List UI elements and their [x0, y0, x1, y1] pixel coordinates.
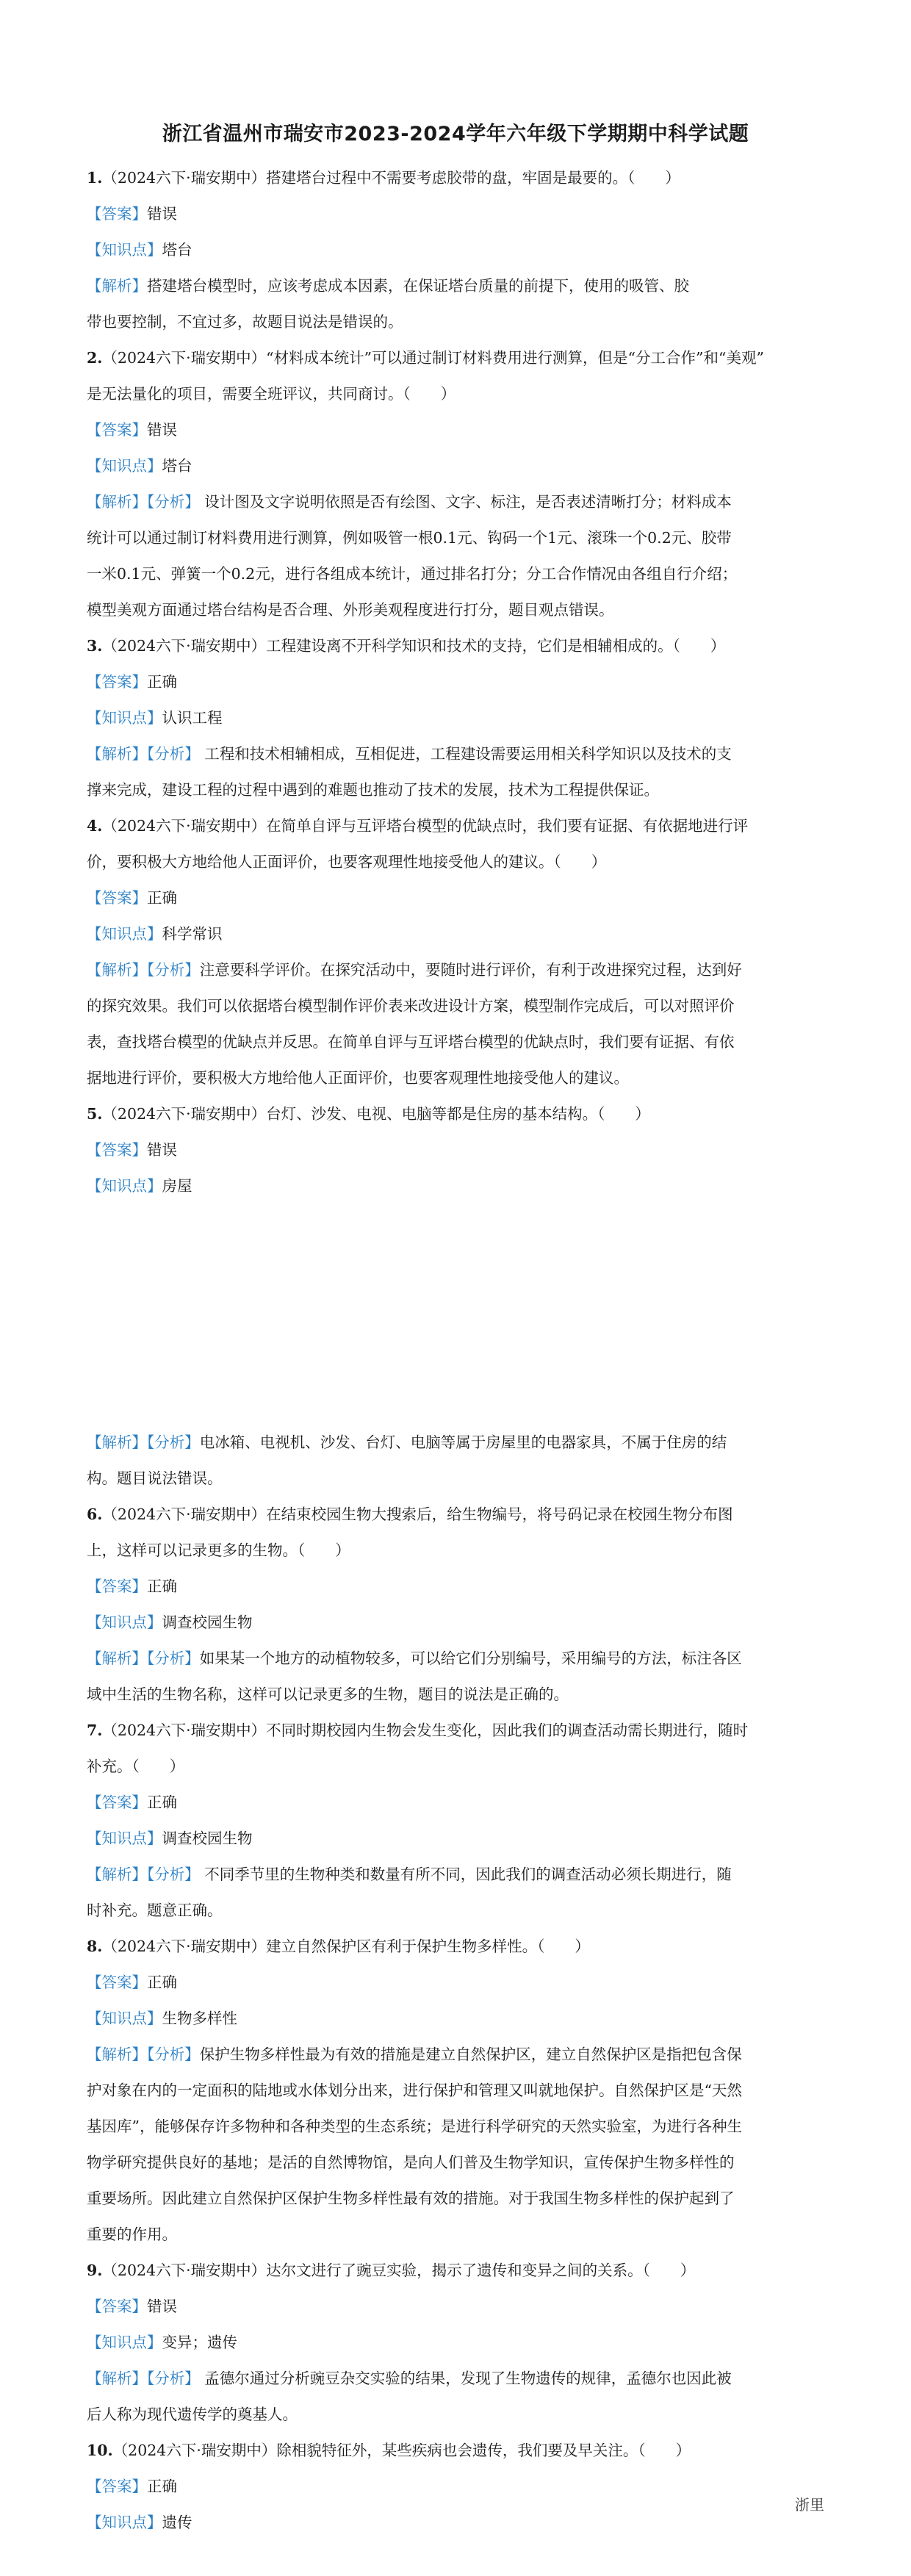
- question-stem-line: [87, 1096, 829, 1132]
- question-stem-text: （2024六下·瑞安期中）“材料成本统计”可以通过制订材料费用进行测算，但是“分工合作”和“美观”: [102, 349, 764, 367]
- knowledge-value: 调查校园生物: [162, 1830, 253, 1847]
- analysis-line: [87, 1641, 829, 1677]
- question-stem-text: （2024六下·瑞安期中）达尔文进行了豌豆实验，揭示了遗传和变异之间的关系。（ ）: [102, 2262, 696, 2279]
- analysis-line: [87, 1425, 829, 1461]
- analysis-line: [87, 2073, 829, 2109]
- question-stem-text: （2024六下·瑞安期中）工程建设离不开科学知识和技术的支持，它们是相辅相成的。（ ）: [102, 637, 726, 655]
- question-stem-line: [87, 1929, 829, 1965]
- question-number: 8.: [87, 1938, 103, 1955]
- question-number: 5.: [87, 1105, 103, 1123]
- analysis-line: [87, 484, 829, 520]
- knowledge-tag: 【知识点】: [87, 1177, 162, 1195]
- answer-line: [87, 2289, 829, 2325]
- question-block: [87, 340, 829, 628]
- question-stem-line: [87, 844, 829, 880]
- analysis-line: [87, 736, 829, 772]
- blank-gap: [87, 1204, 829, 1425]
- answer-line: [87, 1785, 829, 1821]
- question-stem-text: 上，这样可以记录更多的生物。（ ）: [87, 1541, 350, 1559]
- analysis-text: 重要场所。因此建立自然保护区保护生物多样性最有效的措施。对于我国生物多样性的保护起到了: [87, 2190, 735, 2207]
- knowledge-value: 科学常识: [162, 925, 223, 943]
- question-stem-line: [87, 1497, 829, 1533]
- knowledge-tag: 【知识点】: [87, 925, 162, 943]
- answer-line: [87, 2469, 829, 2505]
- answer-tag: 【答案】: [87, 889, 147, 907]
- question-number: 4.: [87, 817, 103, 835]
- answer-tag: 【答案】: [87, 205, 147, 223]
- analysis-text: 据地进行评价，要积极大方地给他人正面评价，也要客观理性地接受他人的建议。: [87, 1069, 629, 1087]
- knowledge-value: 变异；遗传: [162, 2334, 237, 2351]
- footer-watermark: 浙里: [795, 2496, 824, 2514]
- analysis-text: 表，查找塔台模型的优缺点并反思。在简单自评与互评塔台模型的优缺点时，我们要有证据、有依: [87, 1033, 735, 1051]
- analysis-text: 孟德尔通过分析豌豆杂交实验的结果，发现了生物遗传的规律，孟德尔也因此被: [199, 2370, 732, 2387]
- answer-value: 正确: [147, 1577, 177, 1595]
- analysis-line: [87, 2217, 829, 2253]
- analysis-text: 工程和技术相辅相成，互相促进，工程建设需要运用相关科学知识以及技术的支: [199, 745, 732, 763]
- analysis-line: [87, 1461, 829, 1497]
- analysis-text: 保护生物多样性最为有效的措施是建立自然保护区，建立自然保护区是指把包含保: [199, 2046, 742, 2063]
- answer-value: 正确: [147, 1794, 177, 1811]
- question-block: [87, 628, 829, 808]
- knowledge-line: [87, 1605, 829, 1641]
- question-number: 9.: [87, 2262, 103, 2279]
- analysis-line: [87, 988, 829, 1024]
- question-block: [87, 1497, 829, 1713]
- question-stem-line: [87, 340, 829, 376]
- answer-line: [87, 1569, 829, 1605]
- fenxi-tag: 【分析】: [147, 1866, 200, 1883]
- analysis-line: [87, 2181, 829, 2217]
- answer-value: 错误: [147, 205, 177, 223]
- fenxi-tag: 【分析】: [147, 493, 200, 511]
- fenxi-tag: 【分析】: [147, 2370, 200, 2387]
- analysis-line: [87, 2109, 829, 2145]
- knowledge-line: [87, 232, 829, 268]
- question-stem-text: （2024六下·瑞安期中）搭建塔台过程中不需要考虑胶带的盘，牢固是最要的。（ ）: [102, 169, 680, 187]
- knowledge-line: [87, 2325, 829, 2361]
- question-block: [87, 1929, 829, 2253]
- analysis-tag: 【解析】: [87, 961, 147, 979]
- answer-value: 错误: [147, 421, 177, 439]
- answer-tag: 【答案】: [87, 421, 147, 439]
- analysis-line: [87, 268, 829, 304]
- question-stem-line: [87, 628, 829, 664]
- answer-value: 正确: [147, 673, 177, 691]
- analysis-tag: 【解析】: [87, 277, 147, 295]
- answer-value: 正确: [147, 1974, 177, 1991]
- question-stem-text: 价，要积极大方地给他人正面评价，也要客观理性地接受他人的建议。（ ）: [87, 853, 607, 871]
- analysis-line: [87, 952, 829, 988]
- analysis-text: 基因库”，能够保存许多物种和各种类型的生态系统；是进行科学研究的天然实验室，为进行各种生: [87, 2118, 742, 2135]
- analysis-text: 模型美观方面通过塔台结构是否合理、外形美观程度进行打分，题目观点错误。: [87, 601, 614, 619]
- question-stem-text: 补充。（ ）: [87, 1757, 185, 1775]
- analysis-text: 注意要科学评价。在探究活动中，要随时进行评价，有利于改进探究过程，达到好: [199, 961, 742, 979]
- analysis-line: [87, 2037, 829, 2073]
- answer-value: 错误: [147, 1141, 177, 1159]
- question-stem-line: [87, 2433, 829, 2469]
- knowledge-tag: 【知识点】: [87, 241, 162, 259]
- answer-tag: 【答案】: [87, 1974, 147, 1991]
- analysis-text: 的探究效果。我们可以依据塔台模型制作评价表来改进设计方案，模型制作完成后，可以对照评价: [87, 997, 735, 1015]
- answer-value: 错误: [147, 2298, 177, 2315]
- analysis-tag: 【解析】: [87, 2046, 147, 2063]
- question-stem-line: [87, 808, 829, 844]
- knowledge-line: [87, 1821, 829, 1857]
- answer-value: 正确: [147, 2478, 177, 2495]
- analysis-line: [87, 2397, 829, 2433]
- analysis-line: [87, 772, 829, 808]
- analysis-text: 域中生活的生物名称，这样可以记录更多的生物，题目的说法是正确的。: [87, 1685, 569, 1703]
- question-stem-line: [87, 376, 829, 412]
- knowledge-tag: 【知识点】: [87, 2514, 162, 2531]
- answer-line: [87, 1965, 829, 2001]
- question-number: 7.: [87, 1721, 103, 1739]
- analysis-text: 时补充。题意正确。: [87, 1902, 223, 1919]
- knowledge-value: 调查校园生物: [162, 1613, 253, 1631]
- fenxi-tag: 【分析】: [147, 1649, 200, 1667]
- analysis-line: [87, 1893, 829, 1929]
- analysis-text: 构。题目说法错误。: [87, 1469, 223, 1487]
- answer-tag: 【答案】: [87, 1141, 147, 1159]
- knowledge-tag: 【知识点】: [87, 457, 162, 475]
- knowledge-value: 认识工程: [162, 709, 223, 727]
- analysis-tag: 【解析】: [87, 1866, 147, 1883]
- analysis-text: 一米0.1元、弹簧一个0.2元，进行各组成本统计，通过排名打分；分工合作情况由各组自行介绍；: [87, 565, 738, 583]
- analysis-text: 统计可以通过制订材料费用进行测算，例如吸管一根0.1元、钩码一个1元、滚珠一个0.2元、胶带: [87, 529, 732, 547]
- analysis-line: [87, 1024, 829, 1060]
- answer-value: 正确: [147, 889, 177, 907]
- question-stem-line: [87, 1713, 829, 1749]
- analysis-tag: 【解析】: [87, 1433, 147, 1451]
- analysis-line: [87, 556, 829, 592]
- answer-line: [87, 664, 829, 700]
- knowledge-tag: 【知识点】: [87, 1613, 162, 1631]
- question-stem-text: （2024六下·瑞安期中）建立自然保护区有利于保护生物多样性。（ ）: [102, 1938, 590, 1955]
- knowledge-value: 塔台: [162, 457, 192, 475]
- page-title: 浙江省温州市瑞安市2023-2024学年六年级下学期期中科学试题: [162, 123, 749, 145]
- question-stem-text: （2024六下·瑞安期中）台灯、沙发、电视、电脑等都是住房的基本结构。（ ）: [102, 1105, 650, 1123]
- question-stem-text: 是无法量化的项目，需要全班评议，共同商讨。（ ）: [87, 385, 456, 403]
- question-stem-line: [87, 1749, 829, 1785]
- analysis-text: 护对象在内的一定面积的陆地或水体划分出来，进行保护和管理又叫就地保护。自然保护区是“天然: [87, 2082, 742, 2099]
- analysis-text: 带也要控制，不宜过多，故题目说法是错误的。: [87, 313, 403, 331]
- question-stem-line: [87, 160, 829, 196]
- answer-line: [87, 1132, 829, 1168]
- question-number: 2.: [87, 349, 103, 367]
- analysis-text: 撑来完成，建设工程的过程中遇到的难题也推动了技术的发展，技术为工程提供保证。: [87, 781, 659, 799]
- question-stem-text: （2024六下·瑞安期中）在结束校园生物大搜索后，给生物编号，将号码记录在校园生物分布图: [102, 1505, 733, 1523]
- question-block: [87, 2433, 829, 2541]
- analysis-text: 电冰箱、电视机、沙发、台灯、电脑等属于房屋里的电器家具，不属于住房的结: [199, 1433, 727, 1451]
- analysis-text: 不同季节里的生物种类和数量有所不同，因此我们的调查活动必须长期进行，随: [199, 1866, 732, 1883]
- knowledge-tag: 【知识点】: [87, 709, 162, 727]
- analysis-tag: 【解析】: [87, 1649, 147, 1667]
- knowledge-line: [87, 448, 829, 484]
- analysis-line: [87, 1857, 829, 1893]
- knowledge-tag: 【知识点】: [87, 1830, 162, 1847]
- answer-tag: 【答案】: [87, 673, 147, 691]
- analysis-line: [87, 2145, 829, 2181]
- question-block: [87, 1713, 829, 1929]
- analysis-tag: 【解析】: [87, 493, 147, 511]
- answer-line: [87, 196, 829, 232]
- fenxi-tag: 【分析】: [147, 1433, 200, 1451]
- answer-line: [87, 412, 829, 448]
- answer-tag: 【答案】: [87, 1794, 147, 1811]
- question-stem-text: （2024六下·瑞安期中）不同时期校园内生物会发生变化，因此我们的调查活动需长期进行，随时: [102, 1721, 749, 1739]
- analysis-tag: 【解析】: [87, 2370, 147, 2387]
- knowledge-line: [87, 916, 829, 952]
- knowledge-value: 遗传: [162, 2514, 192, 2531]
- analysis-line: [87, 1677, 829, 1713]
- question-number: 10.: [87, 2442, 113, 2459]
- analysis-line: [87, 2361, 829, 2397]
- question-block: [87, 160, 829, 340]
- analysis-text: 设计图及文字说明依照是否有绘图、文字、标注，是否表述清晰打分；材料成本: [199, 493, 732, 511]
- question-stem-line: [87, 2253, 829, 2289]
- knowledge-line: [87, 2505, 829, 2541]
- analysis-text: 搭建塔台模型时，应该考虑成本因素，在保证塔台质量的前提下，使用的吸管、胶: [147, 277, 689, 295]
- analysis-text: 物学研究提供良好的基地；是活的自然博物馆，是向人们普及生物学知识，宣传保护生物多样性的: [87, 2154, 735, 2171]
- analysis-text: 重要的作用。: [87, 2226, 177, 2243]
- question-number: 1.: [87, 169, 103, 187]
- question-block: [87, 1096, 829, 1497]
- knowledge-tag: 【知识点】: [87, 2010, 162, 2027]
- answer-line: [87, 880, 829, 916]
- answer-tag: 【答案】: [87, 1577, 147, 1595]
- answer-tag: 【答案】: [87, 2298, 147, 2315]
- answer-tag: 【答案】: [87, 2478, 147, 2495]
- knowledge-line: [87, 700, 829, 736]
- question-stem-line: [87, 1533, 829, 1569]
- question-block: [87, 808, 829, 1096]
- knowledge-tag: 【知识点】: [87, 2334, 162, 2351]
- question-list: [87, 160, 829, 2541]
- question-number: 3.: [87, 637, 103, 655]
- analysis-text: 后人称为现代遗传学的奠基人。: [87, 2406, 298, 2423]
- fenxi-tag: 【分析】: [147, 2046, 200, 2063]
- knowledge-value: 塔台: [162, 241, 192, 259]
- fenxi-tag: 【分析】: [147, 961, 200, 979]
- question-stem-text: （2024六下·瑞安期中）在简单自评与互评塔台模型的优缺点时，我们要有证据、有依据地进行评: [102, 817, 749, 835]
- knowledge-value: 生物多样性: [162, 2010, 237, 2027]
- question-stem-text: （2024六下·瑞安期中）除相貌特征外，某些疾病也会遗传，我们要及早关注。（ ）: [112, 2442, 691, 2459]
- knowledge-value: 房屋: [162, 1177, 192, 1195]
- knowledge-line: [87, 2001, 829, 2037]
- analysis-line: [87, 592, 829, 628]
- analysis-tag: 【解析】: [87, 745, 147, 763]
- analysis-line: [87, 520, 829, 556]
- fenxi-tag: 【分析】: [147, 745, 200, 763]
- knowledge-line: [87, 1168, 829, 1204]
- analysis-line: [87, 1060, 829, 1096]
- analysis-line: [87, 304, 829, 340]
- question-block: [87, 2253, 829, 2433]
- analysis-text: 如果某一个地方的动植物较多，可以给它们分别编号，采用编号的方法，标注各区: [199, 1649, 742, 1667]
- question-number: 6.: [87, 1505, 103, 1523]
